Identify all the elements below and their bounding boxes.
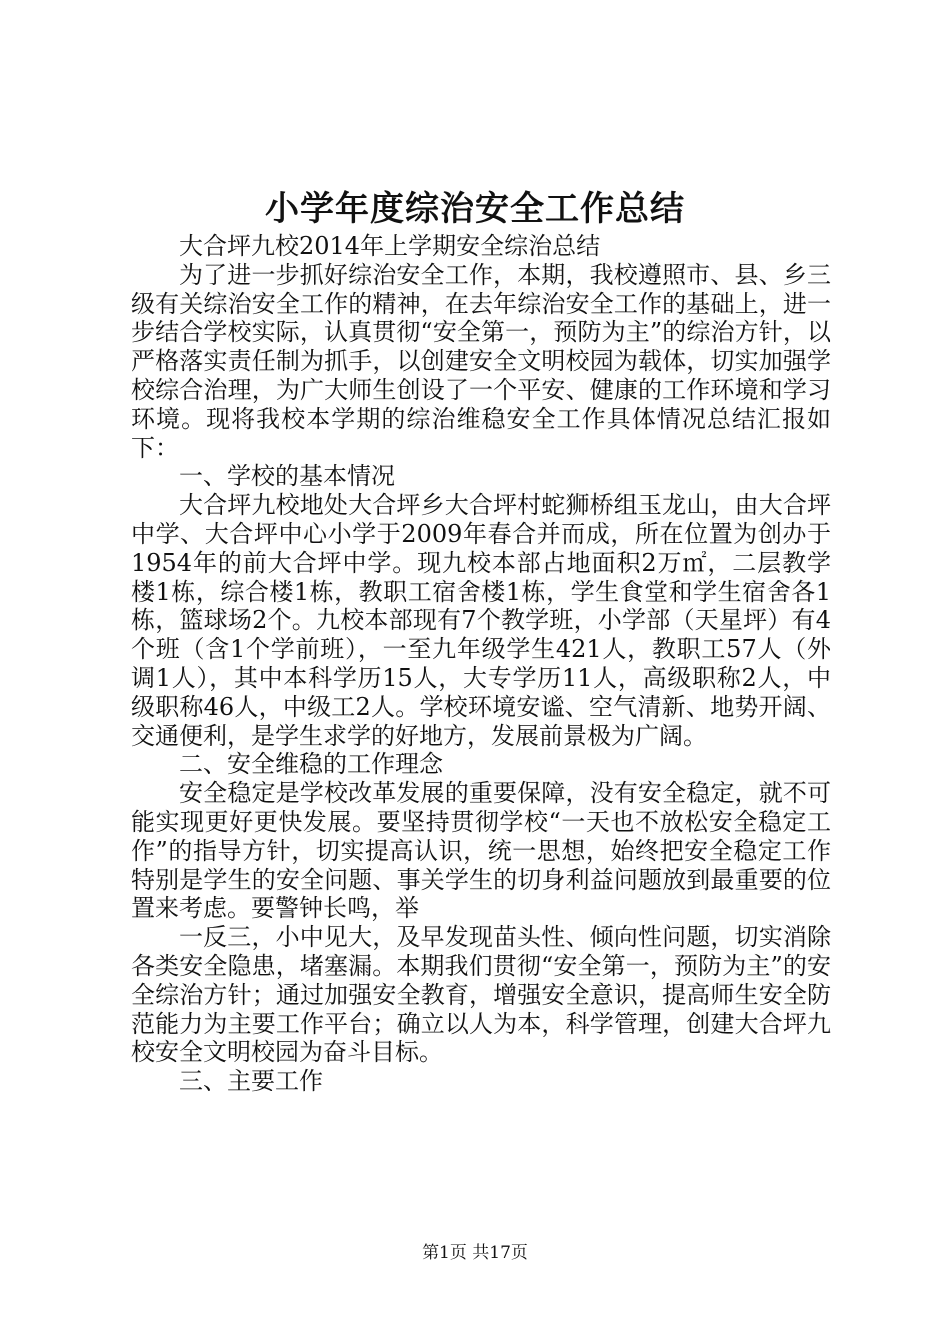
philosophy-continued-paragraph: 一反三，小中见大，及早发现苗头性、倾向性问题，切实消除各类安全隐患，堵塞漏。本期我们贯彻“安全第一，预防为主”的安全综治方针；通过加强安全教育，增强安全意识，提高师生安全防范能力为主要工作平台；确立以人为本，科学管理，创建大合坪九校安全文明校园为奋斗目标。 bbox=[131, 923, 831, 1067]
subtitle-paragraph: 大合坪九校2014年上学期安全综治总结 bbox=[179, 232, 601, 260]
page-title: 小学年度综治安全工作总结 bbox=[265, 189, 685, 229]
section-heading-main-work: 三、主要工作 bbox=[179, 1067, 323, 1096]
page-number-footer: 第1页 共17页 bbox=[422, 1243, 528, 1263]
basic-info-paragraph: 大合坪九校地处大合坪乡大合坪村蛇狮桥组玉龙山，由大合坪中学、大合坪中心小学于2009年春合并而成，所在位置为创办于1954年的前大合坪中学。现九校本部占地面积2万㎡，二层教学楼1栋，综合楼1栋，教职工宿舍楼1栋，学生食堂和学生宿舍各1栋，篮球场2个。九校本部现有7个教学班，小学部（天星坪）有4个班（含1个学前班），一至九年级学生421人，教职工57人（外调1人），其中本科学历15人，大专学历11人，高级职称2人，中级职称46人，中级工2人。学校环境安谧、空气清新、地势开阔、交通便利，是学生求学的好地方，发展前景极为广阔。 bbox=[131, 491, 831, 750]
section-heading-work-philosophy: 二、安全维稳的工作理念 bbox=[179, 750, 443, 779]
intro-paragraph: 为了进一步抓好综治安全工作，本期，我校遵照市、县、乡三级有关综治安全工作的精神，在去年综治安全工作的基础上，进一步结合学校实际，认真贯彻“安全第一，预防为主”的综治方针，以严格落实责任制为抓手，以创建安全文明校园为载体，切实加强学校综合治理，为广大师生创设了一个平安、健康的工作环境和学习环境。现将我校本学期的综治维稳安全工作具体情况总结汇报如下： bbox=[131, 260, 831, 462]
document-body bbox=[131, 232, 831, 1096]
philosophy-paragraph: 安全稳定是学校改革发展的重要保障，没有安全稳定，就不可能实现更好更快发展。要坚持贯彻学校“一天也不放松安全稳定工作”的指导方针，切实提高认识，统一思想，始终把安全稳定工作特别是学生的安全问题、事关学生的切身利益问题放到最重要的位置来考虑。要警钟长鸣，举 bbox=[131, 779, 831, 923]
section-heading-basic-info: 一、学校的基本情况 bbox=[179, 462, 395, 491]
